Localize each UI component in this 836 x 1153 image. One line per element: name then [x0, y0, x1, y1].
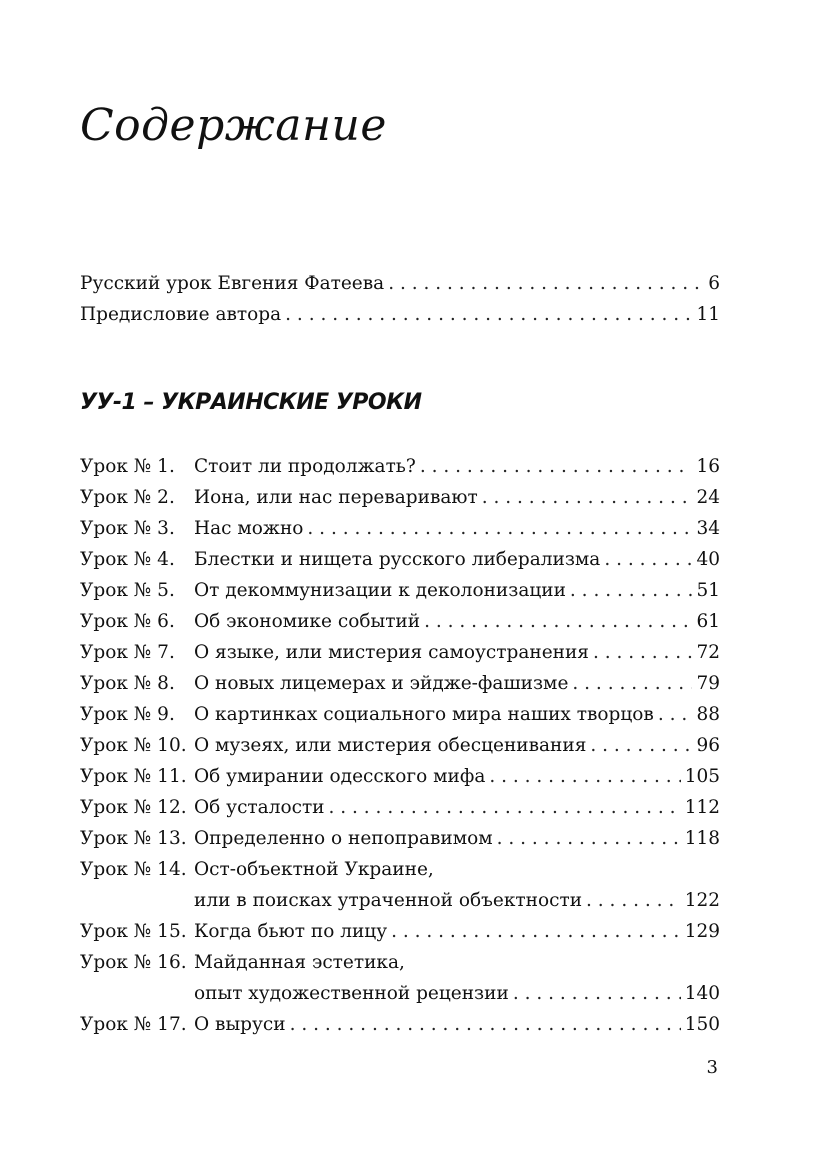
entry-page-number: 79: [696, 673, 720, 694]
lesson-number: Урок № 7.: [80, 642, 175, 663]
entry-title: О выруси: [194, 1014, 286, 1035]
toc-entry[interactable]: [80, 451, 720, 482]
dot-leader: [290, 1009, 681, 1040]
lesson-number: Урок № 14.: [80, 859, 187, 880]
dot-leader: [593, 637, 692, 668]
toc-lessons-list: [80, 451, 720, 1040]
dot-leader: [570, 575, 693, 606]
toc-entry[interactable]: [80, 299, 720, 330]
entry-page-number: 140: [684, 983, 720, 1004]
dot-leader: [391, 916, 681, 947]
entry-page-number: 6: [708, 273, 720, 294]
entry-page-number: 96: [696, 735, 720, 756]
dot-leader: [658, 699, 693, 730]
entry-page-number: 51: [696, 580, 720, 601]
toc-entry[interactable]: [80, 916, 720, 947]
toc-entry[interactable]: [80, 482, 720, 513]
entry-title: Об экономике событий: [194, 611, 421, 632]
dot-leader: [329, 792, 681, 823]
entry-title-line: Майданная эстетика,: [194, 952, 405, 973]
entry-title: От декоммунизации к деколонизации: [194, 580, 566, 601]
lesson-number: Урок № 13.: [80, 828, 187, 849]
toc-entry[interactable]: [80, 575, 720, 606]
entry-title: Иона, или нас переваривают: [194, 487, 478, 508]
dot-leader: [572, 668, 692, 699]
entry-title: Об умирании одесского мифа: [194, 766, 486, 787]
lesson-number: Урок № 11.: [80, 766, 187, 787]
dot-leader: [285, 299, 692, 330]
toc-entry[interactable]: [80, 947, 720, 1009]
lesson-number: Урок № 15.: [80, 921, 187, 942]
entry-title: Блестки и нищета русского либерализма: [194, 549, 601, 570]
entry-page-number: 105: [684, 766, 720, 787]
entry-title: опыт художественной рецензии: [194, 983, 509, 1004]
dot-leader: [388, 268, 704, 299]
entry-page-number: 112: [684, 797, 720, 818]
toc-entry[interactable]: [80, 513, 720, 544]
dot-leader: [513, 978, 681, 1009]
entry-title: или в поисках утраченной объектности: [194, 890, 583, 911]
lesson-number: Урок № 9.: [80, 704, 175, 725]
toc-entry[interactable]: [80, 730, 720, 761]
entry-title: О музеях, или мистерия обесценивания: [194, 735, 587, 756]
entry-page-number: 122: [684, 890, 720, 911]
entry-page-number: 129: [684, 921, 720, 942]
toc-entry[interactable]: [80, 854, 720, 916]
entry-title: Русский урок Евгения Фатеева: [80, 273, 385, 294]
dot-leader: [590, 730, 692, 761]
dot-leader: [586, 885, 681, 916]
entry-title-line: Ост-объектной Украине,: [194, 859, 434, 880]
lesson-number: Урок № 3.: [80, 518, 175, 539]
entry-page-number: 61: [696, 611, 720, 632]
toc-entry[interactable]: [80, 1009, 720, 1040]
toc-entry[interactable]: [80, 699, 720, 730]
lesson-number: Урок № 8.: [80, 673, 175, 694]
dot-leader: [497, 823, 681, 854]
lesson-number: Урок № 12.: [80, 797, 187, 818]
toc-entry[interactable]: [80, 637, 720, 668]
page-title: Содержание: [80, 100, 387, 151]
entry-page-number: 11: [696, 304, 720, 325]
lesson-number: Урок № 6.: [80, 611, 175, 632]
entry-page-number: 150: [684, 1014, 720, 1035]
section-heading: УУ-1 – УКРАИНСКИЕ УРОКИ: [80, 390, 422, 415]
toc-intro-list: [80, 268, 720, 330]
entry-title: Стоит ли продолжать?: [194, 456, 416, 477]
entry-page-number: 118: [684, 828, 720, 849]
toc-entry[interactable]: [80, 761, 720, 792]
entry-title: О языке, или мистерия самоустранения: [194, 642, 589, 663]
dot-leader: [482, 482, 693, 513]
dot-leader: [307, 513, 692, 544]
entry-page-number: 40: [696, 549, 720, 570]
lesson-number: Урок № 2.: [80, 487, 175, 508]
entry-page-number: 72: [696, 642, 720, 663]
lesson-number: Урок № 5.: [80, 580, 175, 601]
entry-page-number: 16: [696, 456, 720, 477]
entry-title: О новых лицемерах и эйдже-фашизме: [194, 673, 569, 694]
lesson-number: Урок № 10.: [80, 735, 187, 756]
toc-entry[interactable]: [80, 823, 720, 854]
toc-entry[interactable]: [80, 606, 720, 637]
lesson-number: Урок № 1.: [80, 456, 175, 477]
toc-entry[interactable]: [80, 668, 720, 699]
lesson-number: Урок № 16.: [80, 952, 187, 973]
entry-title: Когда бьют по лицу: [194, 921, 388, 942]
lesson-number: Урок № 17.: [80, 1014, 187, 1035]
toc-entry[interactable]: [80, 544, 720, 575]
entry-title: Об усталости: [194, 797, 325, 818]
dot-leader: [424, 606, 692, 637]
entry-page-number: 34: [696, 518, 720, 539]
entry-title: Предисловие автора: [80, 304, 282, 325]
entry-page-number: 24: [696, 487, 720, 508]
entry-title: Определенно о непоправимом: [194, 828, 493, 849]
toc-entry[interactable]: [80, 268, 720, 299]
dot-leader: [604, 544, 692, 575]
page-number: 3: [706, 1057, 718, 1078]
entry-page-number: 88: [696, 704, 720, 725]
lesson-number: Урок № 4.: [80, 549, 175, 570]
entry-title: Нас можно: [194, 518, 304, 539]
dot-leader: [489, 761, 680, 792]
entry-title: О картинках социального мира наших творцов: [194, 704, 654, 725]
toc-entry[interactable]: [80, 792, 720, 823]
dot-leader: [420, 451, 693, 482]
